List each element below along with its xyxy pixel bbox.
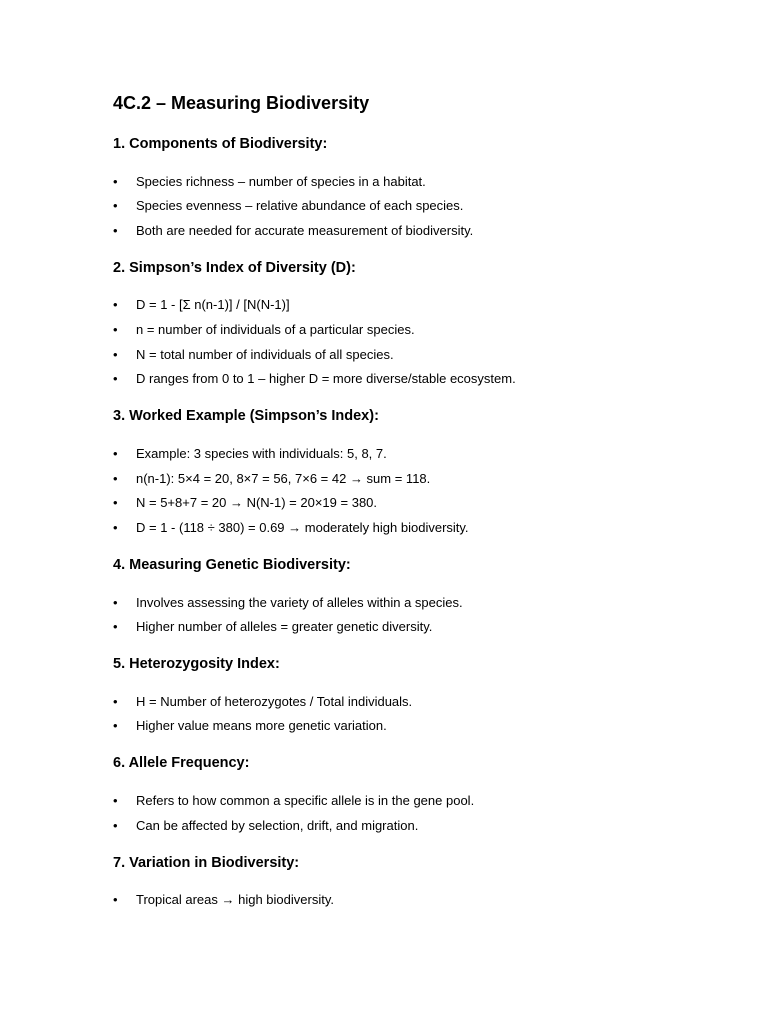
list-item-text: Example: 3 species with individuals: 5, 8, 7.	[136, 445, 387, 461]
section	[113, 407, 713, 536]
list-item	[113, 520, 713, 536]
section-container	[113, 135, 713, 908]
bullet-list	[113, 694, 713, 735]
section	[113, 854, 713, 909]
list-item-text: D = 1 - (118 ÷ 380) = 0.69 → moderately high biodiversity.	[136, 520, 469, 535]
bullet-dot-icon: •	[113, 792, 118, 808]
list-item-text: Both are needed for accurate measurement of biodiversity.	[136, 222, 474, 238]
section-heading: 2. Simpson’s Index of Diversity (D):	[113, 259, 356, 276]
section	[113, 259, 713, 388]
list-item-text: N = total number of individuals of all species.	[136, 346, 394, 362]
bullet-dot-icon: •	[113, 445, 118, 461]
list-item	[113, 174, 713, 190]
list-item-text: Higher number of alleles = greater genetic diversity.	[136, 619, 433, 635]
bullet-dot-icon: •	[113, 892, 118, 908]
list-item-text: H = Number of heterozygotes / Total individuals.	[136, 693, 413, 709]
bullet-dot-icon: •	[113, 619, 118, 635]
section-heading: 5. Heterozygosity Index:	[113, 656, 280, 673]
section-heading: 4. Measuring Genetic Biodiversity:	[113, 557, 351, 573]
list-item-text: Can be affected by selection, drift, and migration.	[136, 817, 419, 833]
list-item	[113, 322, 713, 338]
list-item-text: Involves assessing the variety of alleles within a species.	[136, 594, 463, 610]
bullet-list	[113, 174, 713, 239]
bullet-list	[113, 297, 713, 387]
list-item	[113, 223, 713, 239]
list-item-text: Species richness – number of species in a habitat.	[136, 173, 426, 189]
list-item	[113, 495, 713, 511]
section	[113, 556, 713, 635]
list-item-text: N = 5+8+7 = 20 → N(N-1) = 20×19 = 380.	[136, 495, 378, 511]
list-item-text: n = number of individuals of a particular species.	[136, 322, 415, 338]
page-title: 4C.2 – Measuring Biodiversity	[113, 93, 370, 113]
list-item	[113, 347, 713, 363]
list-item-text: Species evenness – relative abundance of each species.	[136, 198, 464, 214]
list-item-text: Higher value means more genetic variation.	[136, 718, 387, 734]
bullet-list	[113, 793, 713, 834]
list-item	[113, 471, 713, 487]
bullet-list	[113, 446, 713, 536]
section	[113, 754, 713, 833]
list-item-text: D ranges from 0 to 1 – higher D = more diverse/stable ecosystem.	[136, 371, 516, 387]
bullet-dot-icon: •	[113, 371, 118, 387]
bullet-dot-icon: •	[113, 198, 118, 214]
bullet-dot-icon: •	[113, 495, 118, 511]
section-heading: 3. Worked Example (Simpson’s Index):	[113, 408, 379, 425]
bullet-dot-icon: •	[113, 222, 118, 238]
section	[113, 655, 713, 734]
list-item	[113, 297, 713, 313]
bullet-dot-icon: •	[113, 594, 118, 610]
list-item-text: Refers to how common a specific allele is in the gene pool.	[136, 792, 475, 808]
list-item-text: D = 1 - [Σ n(n-1)] / [N(N-1)]	[136, 297, 290, 313]
bullet-dot-icon: •	[113, 520, 118, 535]
list-item	[113, 371, 713, 387]
bullet-dot-icon: •	[113, 718, 118, 734]
section-heading: 7. Variation in Biodiversity:	[113, 854, 300, 871]
list-item	[113, 619, 713, 635]
bullet-dot-icon: •	[113, 346, 118, 362]
bullet-dot-icon: •	[113, 470, 118, 486]
document-page	[113, 91, 713, 908]
bullet-list	[113, 595, 713, 636]
bullet-dot-icon: •	[113, 173, 118, 189]
section-heading: 6. Allele Frequency:	[113, 755, 250, 772]
bullet-dot-icon: •	[113, 817, 118, 833]
list-item	[113, 595, 713, 611]
bullet-dot-icon: •	[113, 693, 118, 709]
list-item	[113, 892, 713, 908]
bullet-dot-icon: •	[113, 322, 118, 338]
list-item	[113, 818, 713, 834]
list-item	[113, 793, 713, 809]
list-item-text: n(n-1): 5×4 = 20, 8×7 = 56, 7×6 = 42 → sum = 118.	[136, 470, 431, 486]
list-item-text: Tropical areas → high biodiversity.	[136, 892, 334, 908]
list-item	[113, 718, 713, 734]
list-item	[113, 446, 713, 462]
list-item	[113, 198, 713, 214]
section	[113, 135, 713, 239]
section-heading: 1. Components of Biodiversity:	[113, 136, 328, 152]
list-item	[113, 694, 713, 710]
bullet-dot-icon: •	[113, 297, 118, 313]
bullet-list	[113, 892, 713, 908]
